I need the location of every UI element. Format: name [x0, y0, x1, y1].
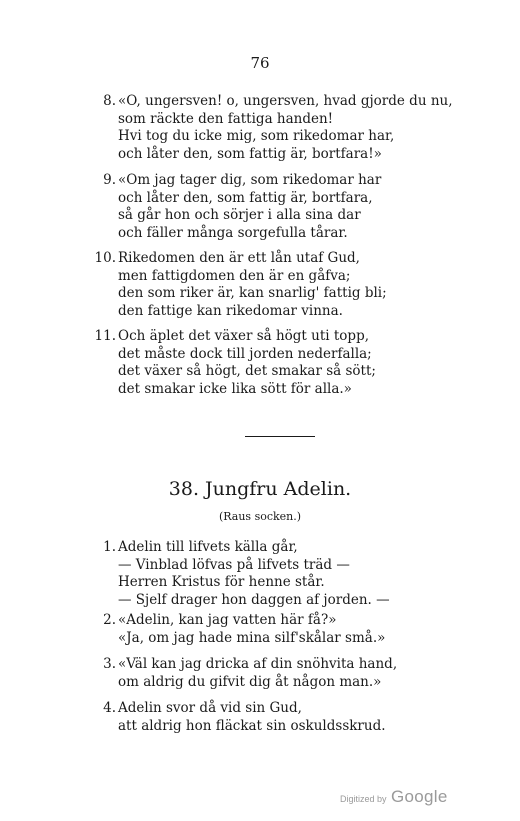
verse-line: och låter den, som fattig är, bortfara!»: [118, 145, 382, 162]
verse-refrain: — Vinblad löfvas på lifvets träd —: [118, 556, 350, 573]
verse-number: 10.: [94, 250, 116, 266]
verse-line: Herren Kristus för henne står.: [118, 574, 325, 590]
digitized-by-watermark: [340, 787, 448, 807]
verse-number: 4.: [103, 700, 116, 716]
verse-line: Och äplet det växer så högt uti topp,: [118, 328, 370, 344]
verse-number: 11.: [94, 328, 116, 344]
verse-1: [103, 539, 498, 609]
page-number: 76: [250, 54, 270, 72]
verse-line: den som riker är, kan snarlig' fattig bli;: [118, 285, 387, 301]
verse-line: den fattige kan rikedomar vinna.: [118, 302, 343, 319]
section-divider: [245, 436, 315, 437]
verse-line: att aldrig hon fläckat sin oskuldsskrud.: [118, 717, 386, 734]
watermark-prefix: Digitized by: [340, 794, 387, 804]
verse-10: [94, 250, 498, 320]
verse-line: det växer så högt, det smakar så sött;: [118, 363, 376, 379]
verse-refrain: — Sjelf drager hon daggen af jorden. —: [118, 591, 390, 608]
verse-line: så går hon och sörjer i alla sina dar: [118, 207, 361, 223]
verse-4: [103, 700, 498, 735]
verse-line: om aldrig du gifvit dig åt någon man.»: [118, 673, 382, 690]
verse-line: «Ja, om jag hade mina silf'skålar små.»: [118, 629, 386, 646]
verse-number: 9.: [103, 172, 116, 188]
verse-8: [103, 93, 498, 163]
song-title: 38. Jungfru Adelin.: [168, 478, 352, 500]
song-subtitle: (Raus socken.): [218, 510, 302, 523]
verse-11: [94, 328, 498, 398]
verse-line: «Adelin, kan jag vatten här få?»: [118, 612, 337, 628]
verse-line: Adelin svor då vid sin Gud,: [118, 700, 302, 716]
verse-line: och fäller många sorgefulla tårar.: [118, 224, 348, 241]
verse-line: som räckte den fattiga handen!: [118, 110, 334, 127]
verse-line: «O, ungersven! o, ungersven, hvad gjorde du nu,: [118, 93, 453, 109]
verse-3: [103, 656, 498, 691]
verse-line: det måste dock till jorden nederfalla;: [118, 345, 372, 362]
verse-9: [103, 172, 498, 242]
verse-line: det smakar icke lika sött för alla.»: [118, 380, 352, 397]
verse-line: Rikedomen den är ett lån utaf Gud,: [118, 250, 360, 266]
verse-number: 1.: [103, 539, 116, 555]
verse-line: Hvi tog du icke mig, som rikedomar har,: [118, 128, 395, 144]
verse-2: [103, 612, 498, 647]
verse-number: 8.: [103, 93, 116, 109]
verse-line: Adelin till lifvets källa går,: [118, 539, 298, 555]
google-logo: Google: [390, 787, 448, 806]
verse-line: och låter den, som fattig är, bortfara,: [118, 189, 373, 206]
verse-line: men fattigdomen den är en gåfva;: [118, 267, 351, 284]
verse-line: «Väl kan jag dricka af din snöhvita hand,: [118, 656, 398, 672]
verse-line: «Om jag tager dig, som rikedomar har: [118, 172, 382, 188]
verse-number: 3.: [103, 656, 116, 672]
verse-number: 2.: [103, 612, 116, 628]
